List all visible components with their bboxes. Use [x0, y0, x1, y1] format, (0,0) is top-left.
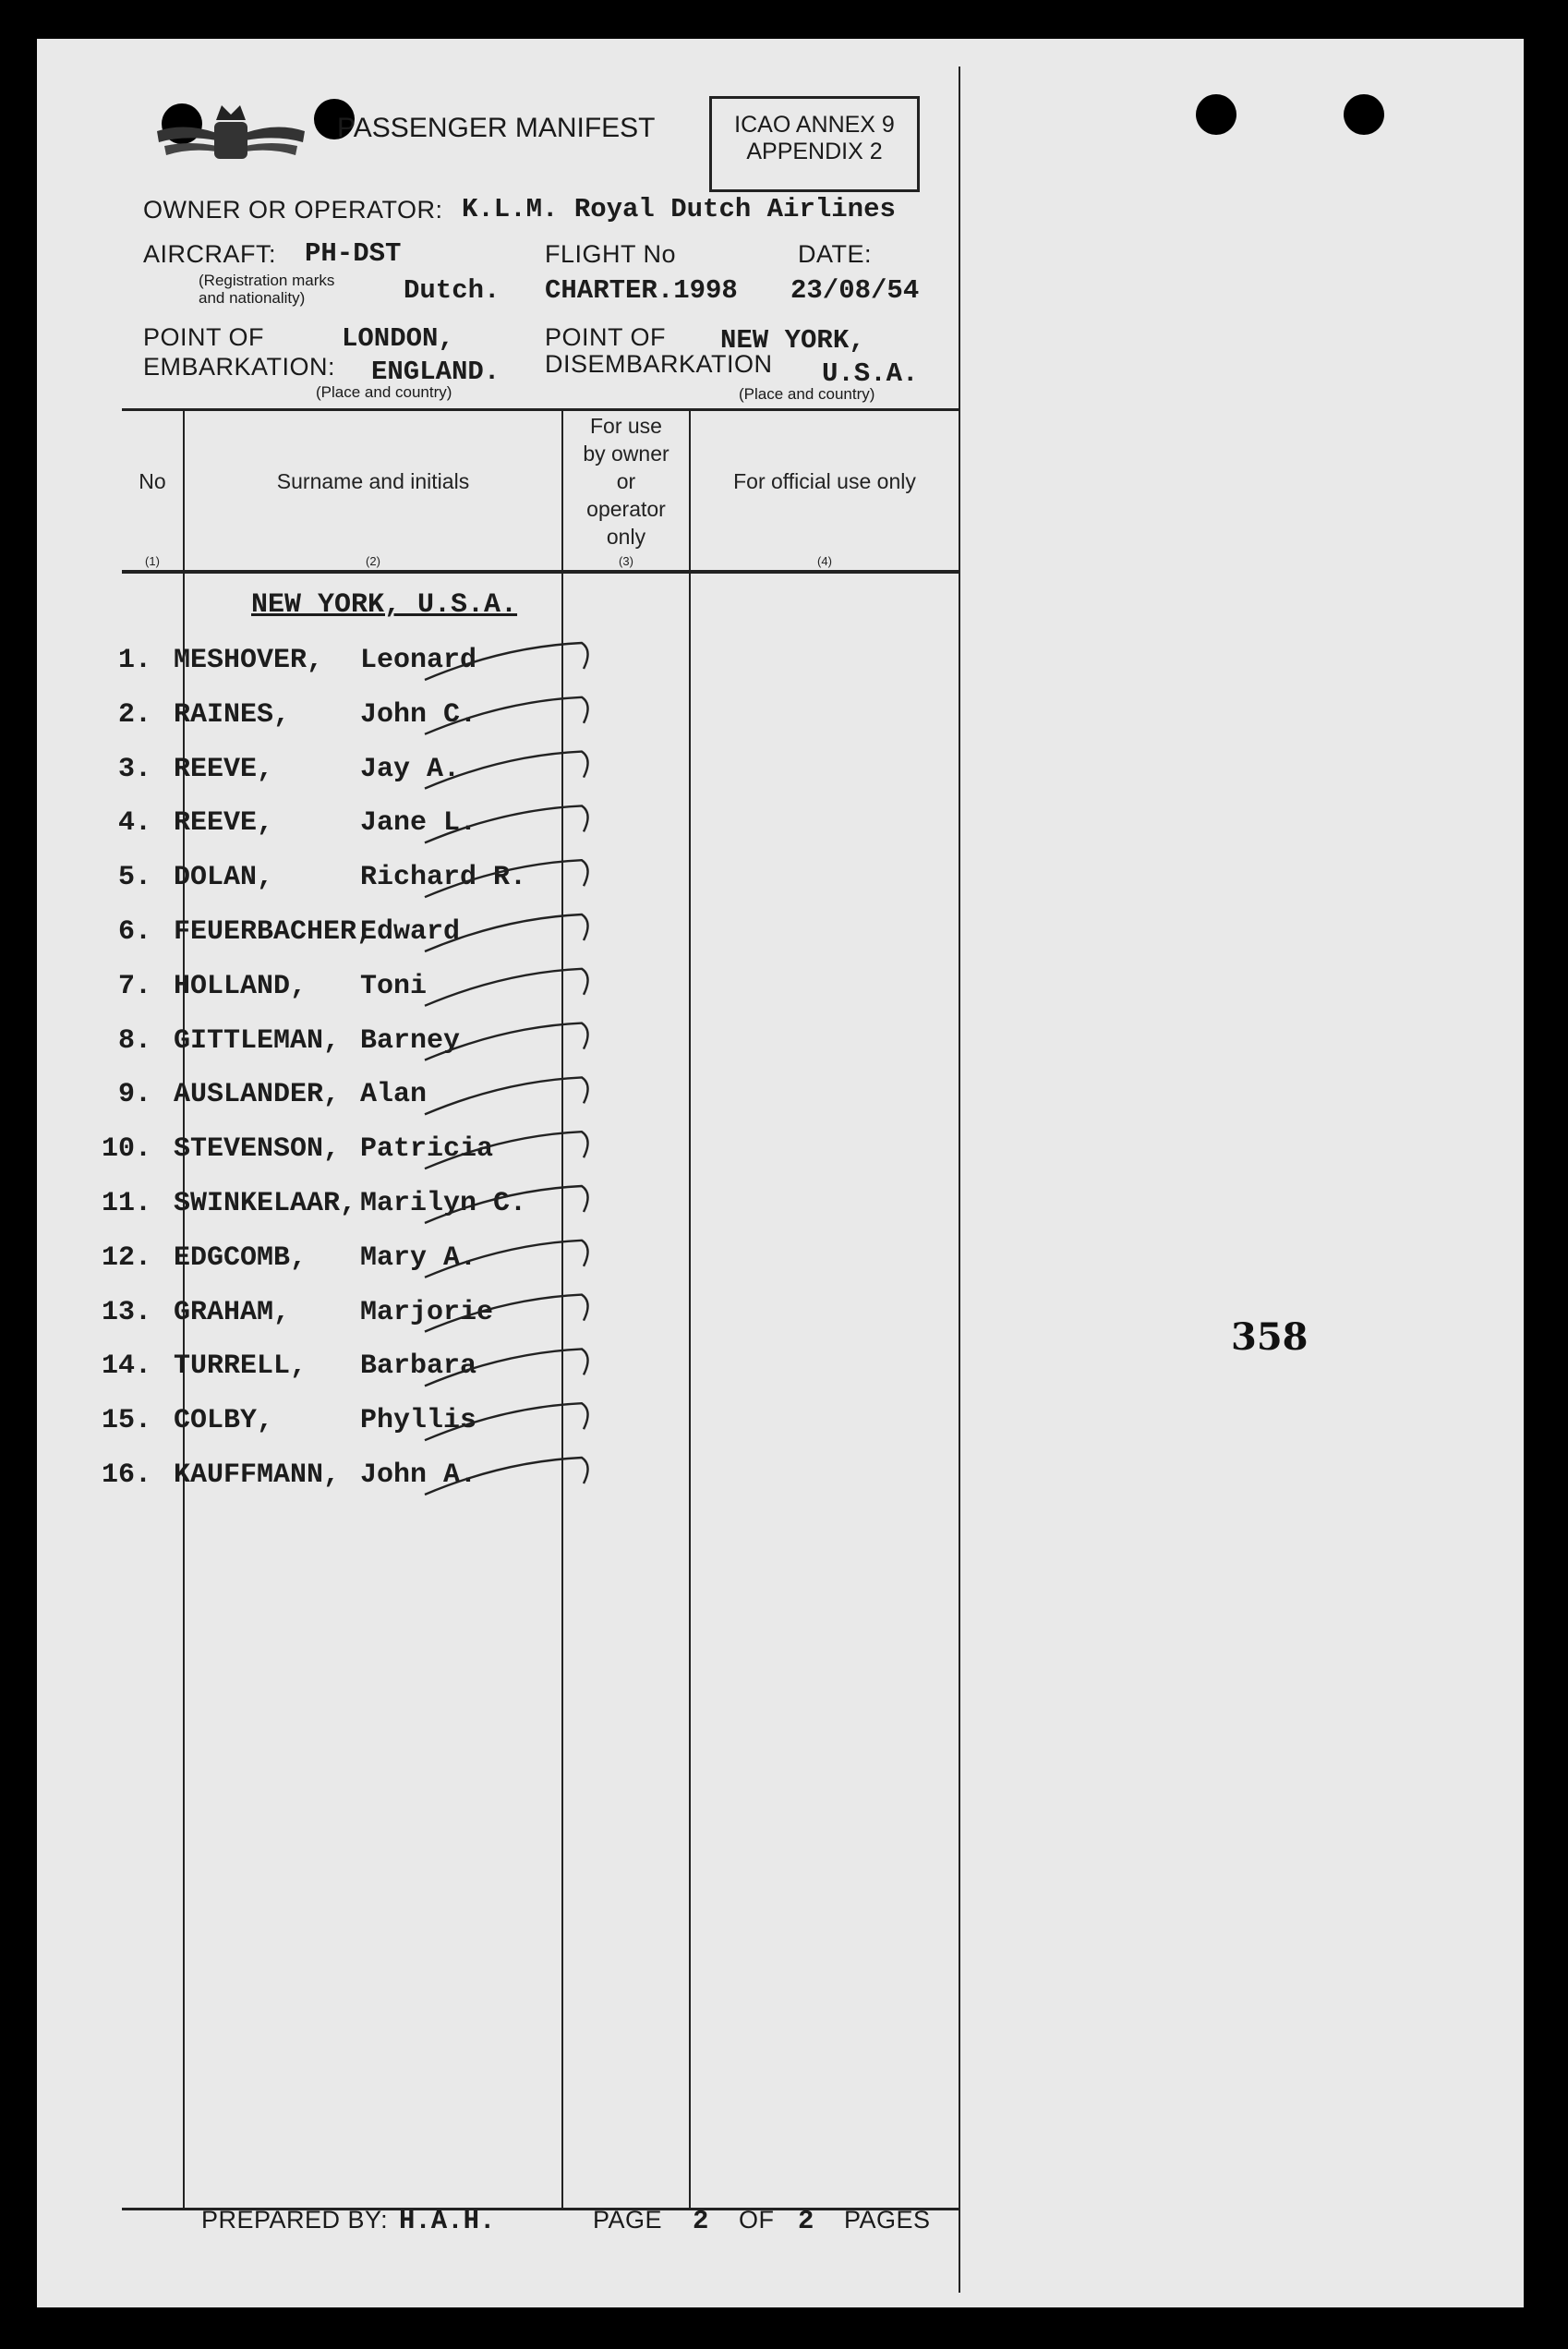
icao-annex: ICAO ANNEX 9: [734, 112, 895, 138]
passenger-initials: Phyllis: [360, 1405, 477, 1437]
col-owner-header-line: only: [606, 525, 646, 549]
passenger-initials: Edward: [360, 916, 461, 948]
pages-label: PAGES: [844, 2206, 931, 2234]
date-label: DATE:: [798, 240, 873, 268]
check-mark: [425, 752, 588, 789]
passenger-number: 15.: [101, 1405, 151, 1437]
col-owner-header-line: For use: [590, 414, 662, 438]
passenger-initials: Jane L.: [360, 807, 477, 840]
registration-note-line: (Registration marks: [199, 272, 335, 289]
passenger-number: 14.: [101, 1350, 151, 1383]
embark-label: EMBARKATION:: [143, 353, 336, 381]
flight-label: FLIGHT No: [545, 240, 677, 268]
check-mark: [425, 860, 588, 897]
passenger-surname: STEVENSON,: [174, 1133, 341, 1166]
passenger-surname: TURRELL,: [174, 1350, 308, 1383]
check-mark: [425, 1295, 588, 1332]
col-official-header: For official use only: [733, 469, 916, 493]
passenger-surname: REEVE,: [174, 807, 274, 840]
passenger-initials: Alan: [360, 1079, 428, 1111]
check-mark: [425, 1241, 588, 1277]
passenger-initials: Jay A.: [360, 753, 461, 785]
col-number: (3): [619, 554, 633, 568]
page-value: 2: [693, 2206, 709, 2236]
passenger-number: 13.: [101, 1296, 151, 1328]
nationality-value: Dutch.: [404, 275, 501, 306]
col-owner-header-line: or: [616, 469, 636, 493]
col-number: (1): [145, 554, 160, 568]
icao-appendix: APPENDIX 2: [746, 139, 883, 164]
disembark-country: U.S.A.: [822, 358, 919, 389]
check-mark: [425, 969, 588, 1006]
passenger-number: 1.: [117, 645, 151, 676]
passenger-surname: FEUERBACHER,: [174, 916, 374, 948]
passenger-number: 9.: [117, 1079, 151, 1111]
prepared-value: H.A.H.: [399, 2206, 496, 2236]
flight-value: CHARTER.1998: [545, 275, 738, 306]
passenger-surname: SWINKELAAR,: [174, 1188, 357, 1219]
col-number: (4): [817, 554, 832, 568]
page-label: PAGE: [593, 2206, 663, 2234]
col-owner-header-line: operator: [586, 497, 666, 521]
prepared-label: PREPARED BY:: [201, 2206, 389, 2234]
check-mark: [425, 914, 588, 951]
passenger-surname: GITTLEMAN,: [174, 1024, 341, 1057]
passenger-number: 2.: [117, 698, 151, 731]
check-marks: [37, 39, 1524, 2307]
passenger-number: 11.: [101, 1188, 151, 1219]
passenger-number: 6.: [117, 916, 151, 948]
passenger-surname: HOLLAND,: [174, 970, 308, 1002]
manifest-sheet: [37, 39, 1524, 2307]
check-mark: [425, 643, 588, 680]
col-number: (2): [366, 554, 380, 568]
check-mark: [425, 1458, 588, 1495]
passenger-number: 8.: [117, 1024, 151, 1057]
passenger-surname: EDGCOMB,: [174, 1241, 308, 1274]
disembark-label: DISEMBARKATION: [545, 350, 773, 378]
passenger-surname: AUSLANDER,: [174, 1079, 341, 1111]
total-pages-value: 2: [798, 2206, 814, 2236]
passenger-surname: MESHOVER,: [174, 645, 324, 676]
passenger-initials: Marjorie: [360, 1296, 494, 1328]
passenger-number: 10.: [101, 1133, 151, 1166]
of-label: OF: [739, 2206, 775, 2234]
check-mark: [425, 1186, 588, 1223]
embark-city: LONDON,: [342, 323, 454, 354]
owner-label: OWNER OR OPERATOR:: [143, 196, 443, 224]
check-mark: [425, 1349, 588, 1386]
aircraft-value: PH-DST: [305, 238, 402, 269]
disembark-label: POINT OF: [545, 323, 667, 351]
registration-note-line: and nationality): [199, 289, 306, 307]
embark-country: ENGLAND.: [371, 357, 501, 387]
passenger-initials: Barney: [360, 1024, 461, 1057]
passenger-initials: Marilyn C.: [360, 1188, 527, 1219]
passenger-initials: John A.: [360, 1459, 477, 1491]
check-mark: [425, 1403, 588, 1440]
passenger-number: 16.: [101, 1459, 151, 1491]
owner-value: K.L.M. Royal Dutch Airlines: [462, 194, 896, 224]
passenger-initials: Patricia: [360, 1133, 494, 1166]
passenger-initials: Mary A.: [360, 1241, 477, 1274]
place-note: (Place and country): [316, 383, 452, 401]
disembark-city: NEW YORK,: [720, 325, 865, 356]
passenger-surname: COLBY,: [174, 1405, 274, 1437]
check-mark: [425, 1077, 588, 1114]
passenger-surname: DOLAN,: [174, 862, 274, 894]
section-heading: NEW YORK, U.S.A.: [251, 589, 518, 621]
passenger-number: 12.: [101, 1241, 151, 1274]
passenger-initials: John C.: [360, 698, 477, 731]
passenger-surname: GRAHAM,: [174, 1296, 291, 1328]
check-mark: [425, 1023, 588, 1060]
passenger-initials: Richard R.: [360, 862, 527, 894]
passenger-surname: RAINES,: [174, 698, 291, 731]
passenger-initials: Leonard: [360, 645, 477, 676]
form-title: PASSENGER MANIFEST: [337, 113, 656, 143]
check-mark: [425, 805, 588, 842]
passenger-number: 7.: [117, 970, 151, 1002]
date-value: 23/08/54: [790, 275, 920, 306]
embark-label: POINT OF: [143, 323, 265, 351]
page-stamp-number: 358: [1231, 1315, 1309, 1359]
check-mark: [425, 1132, 588, 1168]
passenger-number: 4.: [117, 807, 151, 840]
col-owner-header-line: by owner: [583, 442, 669, 466]
passenger-surname: KAUFFMANN,: [174, 1459, 341, 1491]
passenger-number: 5.: [117, 862, 151, 894]
col-surname-header: Surname and initials: [276, 469, 470, 493]
passenger-initials: Barbara: [360, 1350, 477, 1383]
passenger-initials: Toni: [360, 970, 428, 1002]
passenger-number: 3.: [117, 753, 151, 785]
aircraft-label: AIRCRAFT:: [143, 240, 277, 268]
col-no-header: No: [139, 469, 166, 493]
check-mark: [425, 697, 588, 734]
place-note: (Place and country): [739, 385, 875, 403]
passenger-surname: REEVE,: [174, 753, 274, 785]
